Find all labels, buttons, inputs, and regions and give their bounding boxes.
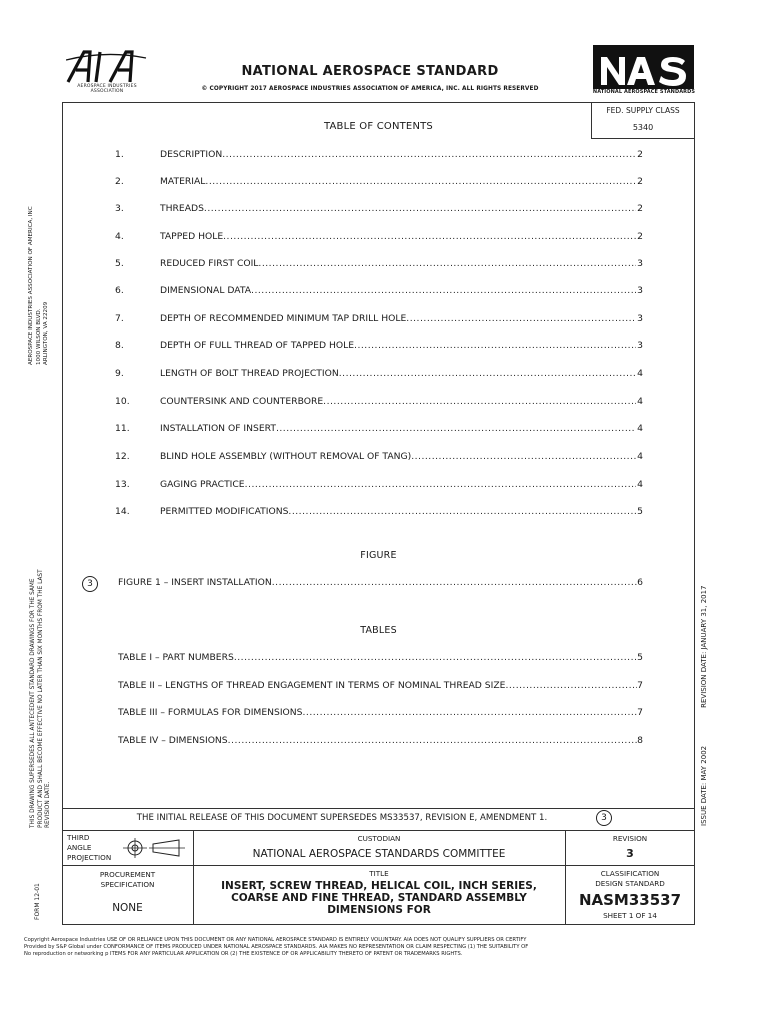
document-title-line: DIMENSIONS FOR	[327, 904, 431, 916]
notice-line: THIS DRAWING SUPERSEDES ALL ANTECEDENT STANDARD DRAWINGS FOR THE SAME	[30, 578, 36, 828]
leader-dots	[339, 368, 636, 379]
toc-entry-page: 3	[637, 258, 643, 269]
table-entry-text: TABLE I – PART NUMBERS	[118, 652, 234, 663]
table-entry-page: 5	[637, 652, 643, 663]
toc-entry-text: TAPPED HOLE	[160, 231, 224, 242]
table-entry-page: 7	[637, 680, 643, 691]
address-line: 1000 WILSON BLVD.	[35, 308, 42, 365]
leader-dots	[288, 506, 636, 517]
aia-logo-mark	[66, 48, 148, 84]
projection-label: THIRD	[67, 833, 90, 842]
toc-entry-number: 8.	[115, 340, 124, 351]
nas-logo	[593, 45, 694, 89]
toc-entry	[115, 285, 643, 299]
toc-entry	[115, 231, 643, 245]
disclaimer-line: No reproduction or networking p ITEMS FOR ANY PARTICULAR APPLICATION OR (2) THE EXISTENCE OF OR APPLICABILITY THERETO OF PATENT OR TRADEMARKS RIGHTS.	[24, 951, 463, 957]
toc-entry-number: 10.	[115, 396, 130, 407]
title-block-rule	[62, 830, 695, 831]
classification-label: CLASSIFICATION	[600, 869, 660, 878]
revision-value: 3	[626, 847, 634, 860]
title-block-rule	[62, 865, 695, 866]
nas-logo-mark	[593, 45, 694, 89]
projection-label: PROJECTION	[67, 853, 112, 862]
toc-entry-text: DEPTH OF FULL THREAD OF TAPPED HOLE	[160, 340, 355, 351]
toc-entry	[115, 368, 643, 382]
toc-entry-number: 4.	[115, 231, 124, 242]
revision-label: REVISION	[612, 834, 648, 843]
toc-entry-text: INSTALLATION OF INSERT	[160, 423, 276, 434]
leader-dots	[505, 680, 637, 691]
revision-date: REVISION DATE: JANUARY 31, 2017	[700, 585, 708, 708]
supply-class-value: 5340	[632, 123, 654, 132]
toc-entry-number: 12.	[115, 451, 130, 462]
toc-entry-text: DEPTH OF RECOMMENDED MINIMUM TAP DRILL HOLE	[160, 313, 407, 324]
leader-dots	[406, 313, 636, 324]
procurement-label: PROCUREMENT	[99, 870, 156, 879]
title-label: TITLE	[369, 869, 389, 878]
toc-entry	[115, 203, 643, 217]
address-line: AEROSPACE INDUSTRIES ASSOCIATION OF AMERICA, INC	[28, 206, 34, 365]
toc-entry-page: 3	[637, 340, 643, 351]
toc-entry	[115, 176, 643, 190]
document-number: NASM33537	[578, 891, 682, 909]
disclaimer-line: Copyright Aerospace Industries USE OF OR RELIANCE UPON THIS DOCUMENT OR ANY NATIONAL AEROSPACE STANDARD IS ENTIRELY VOLUNTARY. AIA DOES NOT QUALIFY SUPPLIERS OR CERTIFY	[24, 937, 527, 943]
table-entry-page: 7	[637, 707, 643, 718]
toc-entry-page: 3	[637, 285, 643, 296]
classification-value: DESIGN STANDARD	[595, 879, 665, 888]
toc-entry	[115, 451, 643, 465]
address-line: ARLINGTON, VA 22209	[43, 301, 49, 365]
toc-entry-text: MATERIAL	[160, 176, 206, 187]
toc-entry	[115, 423, 643, 437]
toc-entry-text: DIMENSIONAL DATA	[160, 285, 252, 296]
toc-entry-page: 2	[637, 149, 643, 160]
table-entry-page: 8	[637, 735, 643, 746]
leader-dots	[234, 652, 637, 663]
leader-dots	[323, 396, 636, 407]
supersede-notice-vertical	[30, 569, 53, 828]
table-entry-text: TABLE III – FORMULAS FOR DIMENSIONS	[118, 707, 303, 718]
toc-entry-page: 4	[637, 479, 643, 490]
toc-entry	[115, 149, 643, 163]
supersedes-note: THE INITIAL RELEASE OF THIS DOCUMENT SUPERSEDES MS33537, REVISION E, AMENDMENT 1.	[136, 813, 548, 823]
procurement-value: NONE	[112, 902, 143, 914]
toc-title: TABLE OF CONTENTS	[323, 121, 433, 132]
title-block-top-rule	[62, 808, 695, 809]
custodian-value: NATIONAL AEROSPACE STANDARDS COMMITTEE	[252, 848, 506, 860]
leader-dots	[354, 340, 636, 351]
toc-entry-page: 4	[637, 423, 643, 434]
leader-dots	[272, 577, 637, 588]
leader-dots	[245, 479, 637, 490]
leader-dots	[303, 707, 638, 718]
toc-entry	[115, 340, 643, 354]
table-entry	[118, 735, 643, 749]
issue-date: ISSUE DATE: MAY 2002	[700, 745, 708, 826]
figure-section-title: FIGURE	[360, 550, 397, 561]
document-title-line: INSERT, SCREW THREAD, HELICAL COIL, INCH SERIES,	[221, 880, 537, 892]
toc-entry-page: 2	[637, 176, 643, 187]
toc-entry-number: 7.	[115, 313, 124, 324]
dates-vertical	[700, 585, 708, 826]
leader-dots	[222, 149, 636, 160]
toc-entry-number: 1.	[115, 149, 124, 160]
third-angle-projection-icon	[121, 838, 187, 858]
figure-entry-text: FIGURE 1 – INSERT INSTALLATION	[118, 577, 272, 588]
leader-dots	[204, 203, 636, 214]
toc-entry	[115, 396, 643, 410]
toc-entry-number: 13.	[115, 479, 130, 490]
toc-entry-number: 9.	[115, 368, 124, 379]
standard-header-title: NATIONAL AEROSPACE STANDARD	[241, 64, 499, 79]
toc-entry	[115, 479, 643, 493]
toc-entry	[115, 258, 643, 272]
toc-entry-page: 3	[637, 313, 643, 324]
toc-entry-text: LENGTH OF BOLT THREAD PROJECTION	[160, 368, 339, 379]
toc-entry	[115, 313, 643, 327]
aia-logo-subtitle: AEROSPACE INDUSTRIES ASSOCIATION	[77, 84, 137, 94]
leader-dots	[223, 231, 636, 242]
leader-dots	[228, 735, 638, 746]
toc-entry-text: GAGING PRACTICE	[160, 479, 245, 490]
toc-entry	[115, 506, 643, 520]
toc-entry-page: 5	[637, 506, 643, 517]
revision-marker-circle: 3	[82, 576, 98, 592]
revision-marker-circle: 3	[596, 810, 612, 826]
leader-dots	[411, 451, 636, 462]
table-entry-text: TABLE IV – DIMENSIONS	[118, 735, 228, 746]
toc-entry-text: COUNTERSINK AND COUNTERBORE	[160, 396, 324, 407]
toc-entry-page: 4	[637, 396, 643, 407]
disclaimer-line: Provided by S&P Global under CONFORMANCE OF ITEMS PRODUCED UNDER NATIONAL AEROSPACE STANDARDS. AIA MAKES NO REPRESENTATION OR CLAIM RESPECTING (1) THE SUITABILITY OF	[24, 944, 529, 950]
toc-entry-text: THREADS	[160, 203, 204, 214]
toc-entry-number: 11.	[115, 423, 130, 434]
leader-dots	[276, 423, 636, 434]
toc-entry-page: 4	[637, 451, 643, 462]
custodian-label: CUSTODIAN	[357, 834, 401, 843]
notice-line: REVISION DATE.	[45, 781, 52, 828]
leader-dots	[258, 258, 636, 269]
toc-entry-text: REDUCED FIRST COIL	[160, 258, 259, 269]
toc-entry-page: 2	[637, 203, 643, 214]
nas-logo-subtitle: NATIONAL AEROSPACE STANDARDS	[592, 89, 696, 95]
document-title-line: COARSE AND FINE THREAD, STANDARD ASSEMBLY	[231, 892, 527, 904]
toc-entry-text: BLIND HOLE ASSEMBLY (WITHOUT REMOVAL OF TANG)	[160, 451, 412, 462]
toc-entry-number: 3.	[115, 203, 124, 214]
document-title	[193, 880, 565, 916]
copyright-notice: © COPYRIGHT 2017 AEROSPACE INDUSTRIES ASSOCIATION OF AMERICA, INC. ALL RIGHTS RESERVED	[201, 86, 539, 92]
table-entry	[118, 680, 643, 694]
toc-entry-number: 6.	[115, 285, 124, 296]
leader-dots	[205, 176, 636, 187]
table-entry	[118, 652, 643, 666]
table-entry-text: TABLE II – LENGTHS OF THREAD ENGAGEMENT IN TERMS OF NOMINAL THREAD SIZE	[118, 680, 506, 691]
toc-entry-number: 14.	[115, 506, 130, 517]
toc-entry-text: PERMITTED MODIFICATIONS	[160, 506, 289, 517]
figure-entry-page: 6	[637, 577, 643, 588]
toc-entry-page: 4	[637, 368, 643, 379]
toc-entry-page: 2	[637, 231, 643, 242]
tables-section-title: TABLES	[360, 625, 397, 636]
figure-entry	[118, 577, 643, 591]
aia-address-vertical	[28, 206, 51, 365]
sheet-number: SHEET 1 OF 14	[603, 911, 657, 920]
supply-class-label: FED. SUPPLY CLASS	[606, 106, 680, 115]
form-number: FORM 12-01	[34, 883, 41, 920]
toc-entry-number: 5.	[115, 258, 124, 269]
procurement-label: SPECIFICATION	[100, 880, 155, 889]
toc-entry-number: 2.	[115, 176, 124, 187]
table-entry	[118, 707, 643, 721]
projection-label: ANGLE	[67, 843, 92, 852]
leader-dots	[251, 285, 636, 296]
notice-line: PRODUCT AND SHALL BECOME EFFECTIVE NO LATER THAN SIX MONTHS FROM THE LAST	[37, 569, 44, 828]
toc-entry-text: DESCRIPTION	[160, 149, 223, 160]
